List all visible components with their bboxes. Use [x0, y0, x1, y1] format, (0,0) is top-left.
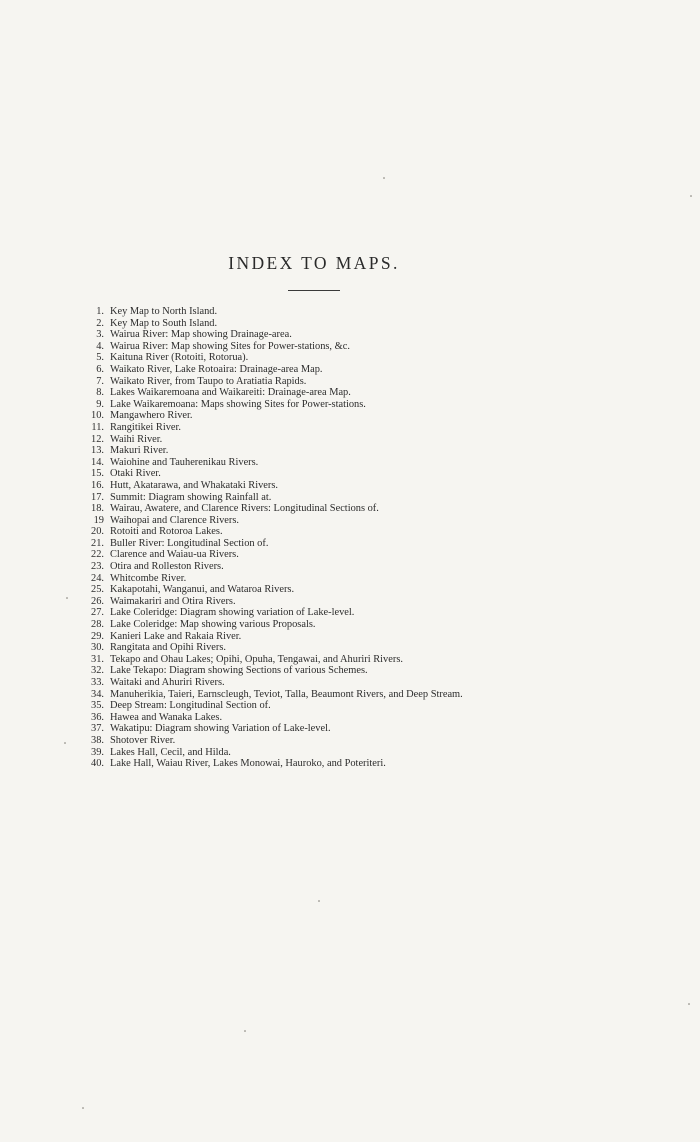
item-text: Rotoiti and Rotoroa Lakes. [110, 526, 223, 538]
scan-speck [688, 1003, 690, 1005]
list-item [80, 457, 463, 469]
item-text: Rangitata and Opihi Rivers. [110, 642, 227, 654]
item-number: 15. [91, 468, 104, 480]
list-item [80, 747, 463, 759]
item-text: Waiohine and Tauherenikau Rivers. [110, 456, 259, 468]
list-item [80, 387, 463, 399]
item-text: Waitaki and Ahuriri Rivers. [110, 677, 225, 688]
item-text: Lake Coleridge: Diagram showing variation of Lake-level. [110, 607, 355, 619]
item-number: 20. [91, 526, 104, 538]
item-number: 32. [91, 665, 104, 677]
item-text: Kakapotahi, Wanganui, and Wataroa Rivers. [110, 584, 295, 596]
item-text: Lake Tekapo: Diagram showing Sections of various Schemes. [110, 665, 368, 677]
list-item [80, 700, 463, 712]
item-number: 11. [91, 421, 104, 433]
item-text: Whitcombe River. [110, 572, 187, 584]
list-item [80, 526, 463, 538]
item-text: Buller River: Longitudinal Section of. [110, 537, 269, 549]
item-text: Wairua River: Map showing Sites for Power-stations, &c. [110, 340, 350, 352]
item-number: 2. [96, 317, 104, 329]
item-number: 22. [91, 549, 104, 561]
list-item [80, 376, 463, 388]
title-divider [288, 290, 340, 291]
item-number: 16. [91, 479, 104, 491]
list-item [80, 352, 463, 364]
list-item [80, 631, 463, 643]
item-number: 40. [91, 758, 104, 770]
item-number: 25. [91, 584, 104, 596]
list-item [80, 468, 463, 480]
list-item [80, 607, 463, 619]
item-text: Deep Stream: Longitudinal Section of. [110, 700, 271, 712]
item-text: Waihi River. [110, 433, 163, 445]
list-item [80, 364, 463, 376]
item-text: Otaki River. [110, 468, 161, 480]
item-number: 33. [91, 677, 104, 688]
item-text: Waikato River, from Taupo to Aratiatia Rapids. [110, 375, 307, 387]
list-item [80, 596, 463, 608]
item-text: Manuherikia, Taieri, Earnscleugh, Teviot, Talla, Beaumont Rivers, and Deep Stream. [110, 688, 463, 700]
item-number: 24. [91, 572, 104, 584]
item-number: 5. [96, 352, 104, 364]
list-item [80, 410, 463, 422]
item-text: Kanieri Lake and Rakaia River. [110, 630, 242, 642]
item-text: Lakes Hall, Cecil, and Hilda. [110, 746, 231, 758]
item-number: 14. [91, 456, 104, 468]
list-item [80, 538, 463, 550]
item-text: Waikato River, Lake Rotoaira: Drainage-area Map. [110, 363, 323, 375]
list-item [80, 341, 463, 353]
item-number: 26. [91, 595, 104, 607]
item-text: Key Map to North Island. [110, 306, 218, 317]
scan-speck [64, 742, 66, 744]
item-number: 39. [91, 746, 104, 758]
item-text: Summit: Diagram showing Rainfall at. [110, 491, 272, 503]
item-number: 35. [91, 700, 104, 712]
list-item [80, 492, 463, 504]
item-text: Lake Waikaremoana: Maps showing Sites for Power-stations. [110, 398, 366, 410]
item-text: Waihopai and Clarence Rivers. [110, 514, 239, 526]
item-text: Lakes Waikaremoana and Waikareiti: Drainage-area Map. [110, 387, 351, 399]
item-number: 8. [96, 387, 104, 399]
list-item [80, 712, 463, 724]
item-number: 19 [93, 514, 104, 526]
item-text: Rangitikei River. [110, 421, 181, 433]
item-number: 36. [91, 711, 104, 723]
item-number: 3. [96, 329, 104, 341]
item-text: Hawea and Wanaka Lakes. [110, 711, 223, 723]
list-item [80, 584, 463, 596]
list-item [80, 318, 463, 330]
list-item [80, 677, 463, 689]
list-item [80, 619, 463, 631]
list-item [80, 503, 463, 515]
scan-speck [66, 597, 68, 599]
item-number: 18. [91, 503, 104, 515]
item-text: Wakatipu: Diagram showing Variation of Lake-level. [110, 723, 331, 735]
item-number: 30. [91, 642, 104, 654]
list-item [80, 561, 463, 573]
scan-speck [383, 177, 385, 179]
item-text: Key Map to South Island. [110, 317, 218, 329]
item-number: 34. [91, 688, 104, 700]
item-number: 10. [91, 410, 104, 422]
list-item [80, 306, 463, 318]
list-item [80, 758, 463, 770]
map-index-list [80, 306, 463, 770]
item-number: 23. [91, 561, 104, 573]
item-number: 13. [91, 445, 104, 457]
item-number: 1. [96, 306, 104, 317]
item-number: 29. [91, 630, 104, 642]
item-number: 4. [96, 340, 104, 352]
item-text: Shotover River. [110, 734, 176, 746]
scan-speck [690, 195, 692, 197]
item-text: Kaituna River (Rotoiti, Rotorua). [110, 352, 249, 364]
item-number: 17. [91, 491, 104, 503]
item-number: 31. [91, 653, 104, 665]
page-title: INDEX TO MAPS. [228, 253, 400, 273]
list-item [80, 665, 463, 677]
item-text: Wairau, Awatere, and Clarence Rivers: Longitudinal Sections of. [110, 503, 379, 515]
item-number: 38. [91, 734, 104, 746]
item-text: Lake Coleridge: Map showing various Proposals. [110, 619, 316, 631]
item-text: Tekapo and Ohau Lakes; Opihi, Opuha, Tengawai, and Ahuriri Rivers. [110, 653, 403, 665]
item-number: 21. [91, 537, 104, 549]
item-number: 27. [91, 607, 104, 619]
item-text: Makuri River. [110, 445, 169, 457]
list-item [80, 549, 463, 561]
list-item [80, 689, 463, 701]
list-item [80, 329, 463, 341]
scan-speck [318, 900, 320, 902]
item-text: Waimakariri and Otira Rivers. [110, 595, 236, 607]
item-number: 28. [91, 619, 104, 631]
item-text: Wairua River: Map showing Drainage-area. [110, 329, 292, 341]
item-text: Clarence and Waiau-ua Rivers. [110, 549, 239, 561]
item-number: 6. [96, 363, 104, 375]
list-item [80, 654, 463, 666]
list-item [80, 445, 463, 457]
item-number: 9. [96, 398, 104, 410]
list-item [80, 434, 463, 446]
list-item [80, 422, 463, 434]
item-text: Mangawhero River. [110, 410, 193, 422]
item-text: Otira and Rolleston Rivers. [110, 561, 224, 573]
item-number: 7. [96, 375, 104, 387]
list-item [80, 642, 463, 654]
item-number: 12. [91, 433, 104, 445]
scan-speck [244, 1030, 246, 1032]
item-text: Hutt, Akatarawa, and Whakataki Rivers. [110, 479, 279, 491]
item-number: 37. [91, 723, 104, 735]
list-item [80, 573, 463, 585]
list-item [80, 723, 463, 735]
item-text: Lake Hall, Waiau River, Lakes Monowai, Hauroko, and Poteriteri. [110, 758, 386, 770]
list-item [80, 515, 463, 527]
list-item [80, 735, 463, 747]
list-item [80, 480, 463, 492]
scan-speck [82, 1107, 84, 1109]
list-item [80, 399, 463, 411]
